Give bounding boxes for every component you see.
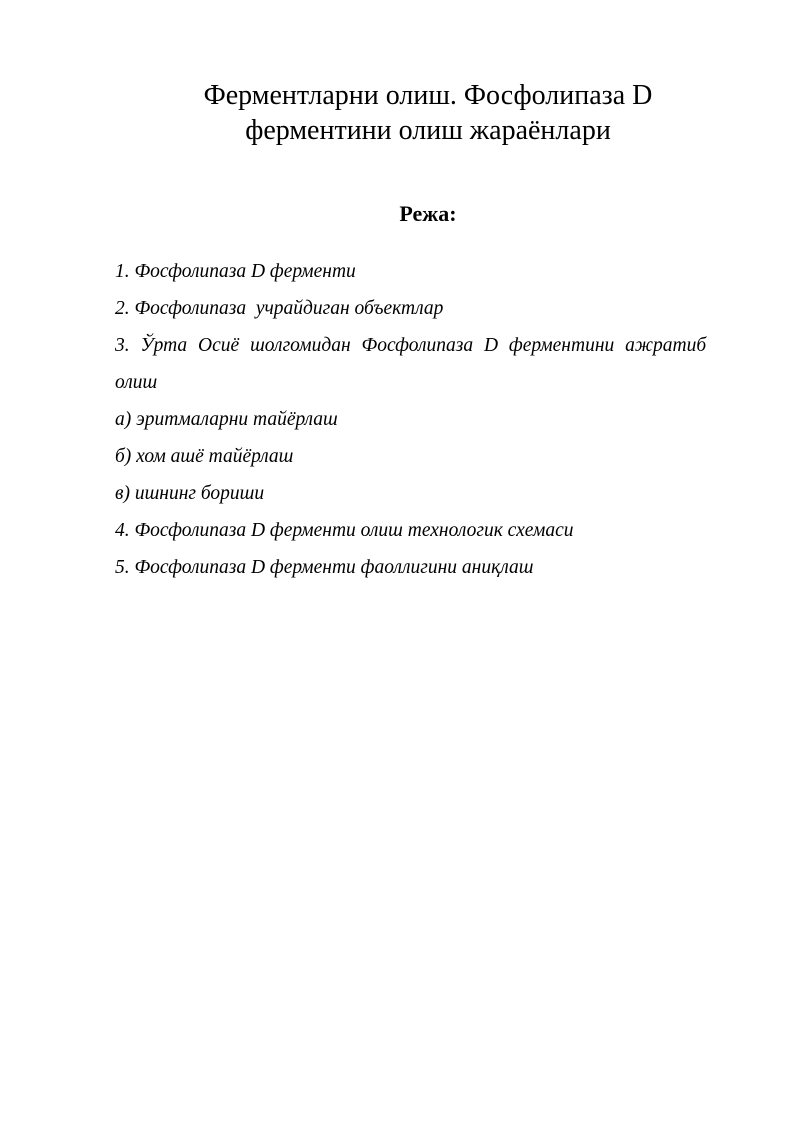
plan-heading: Режа: [399,201,457,226]
document-title-line-1: Ферментларни олиш. Фосфолипаза D [203,80,653,111]
plan-item-4: 4. Фосфолипаза D ферменти олиш технологик схемаси [115,520,574,541]
plan-list [115,253,743,586]
plan-subitem-v: в) ишнинг бориши [115,483,265,504]
plan-item-3-continuation: олиш [115,372,158,393]
plan-subitem-b: б) хом ашё тайёрлаш [115,446,294,467]
document-title-line-2: ферментини олиш жараёнлари [245,115,611,146]
plan-subitem-a: а) эритмаларни тайёрлаш [115,409,338,430]
plan-item-5: 5. Фосфолипаза D ферменти фаоллигини аниқлаш [115,557,534,578]
plan-item-1: 1. Фосфолипаза D ферменти [115,261,356,282]
plan-item-2: 2. Фосфолипаза учрайдиган объектлар [115,298,444,319]
plan-item-3: 3. Ўрта Осиё шолгомидан Фосфолипаза D ферментини ажратиб [115,335,707,356]
document-title [0,78,800,148]
